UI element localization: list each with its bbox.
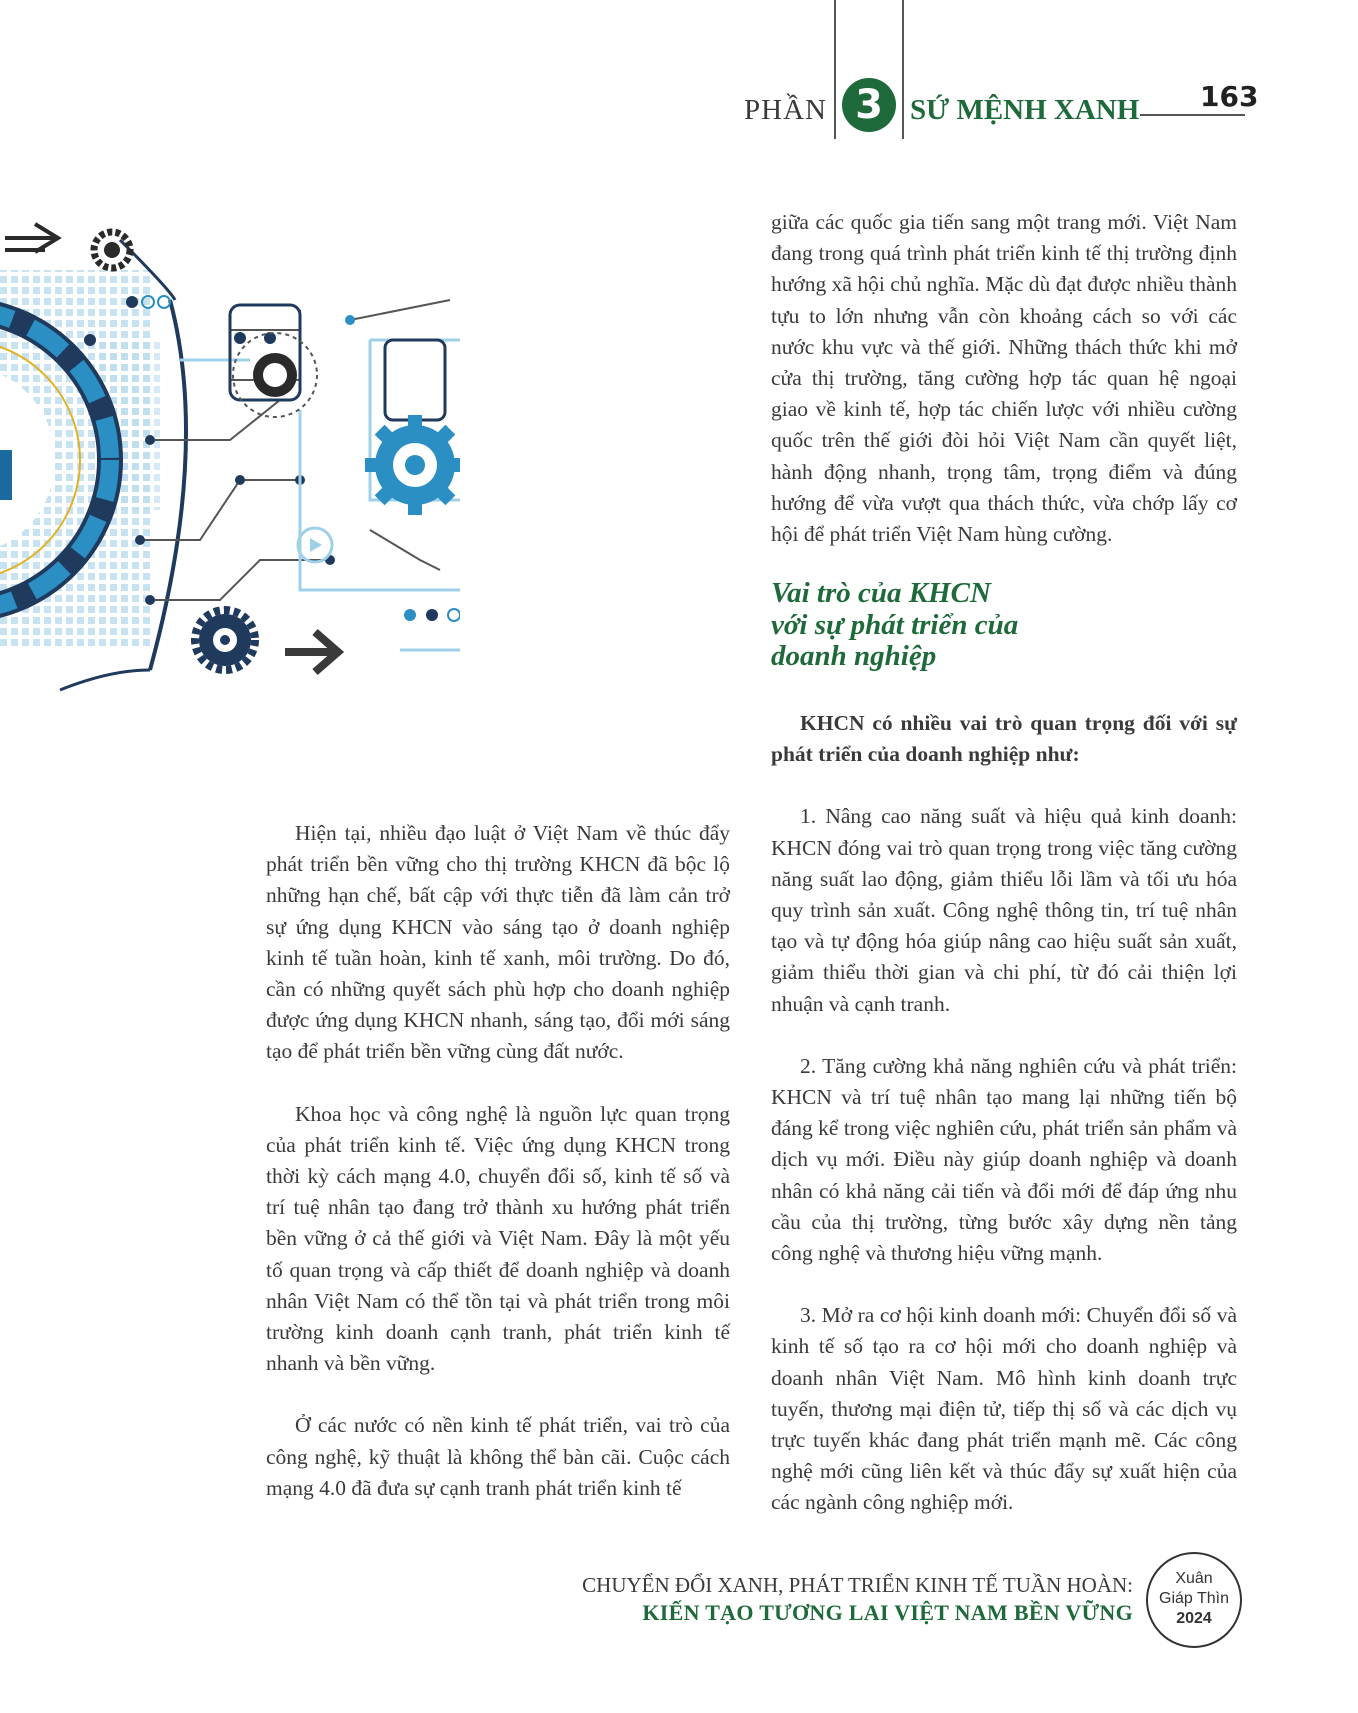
section-heading (771, 578, 1211, 673)
part-number-badge: 3 (842, 78, 896, 132)
section-title: SỨ MỆNH XANH (910, 94, 1140, 126)
edition-badge (1146, 1552, 1242, 1648)
part-label: PHẦN (744, 94, 827, 126)
header-divider-right (902, 0, 904, 139)
arrow-right-icon-bottom (285, 632, 338, 672)
paragraph-2: Khoa học và công nghệ là nguồn lực quan trọng của phát triển kinh tế. Việc ứng dụng KHCN trong thời kỳ cách mạng 4.0, chuyển đổi số, kinh tế số và trí tuệ nhân tạo đang trở thành xu hướng phát triển bền vững ở cả thế giới và Việt Nam. Đây là một yếu tố quan trọng và cấp thiết để doanh nghiệp và doanh nhân Việt Nam có thể tồn tại và phát triển trong môi trường kinh doanh cạnh tranh, phát triển kinh tế nhanh và bền vững. (266, 1101, 730, 1376)
arrow-right-icon (5, 224, 58, 252)
left-column (266, 818, 730, 1504)
badge-line-1: Xuân (1175, 1570, 1213, 1587)
gear-icon-bottom (195, 610, 255, 670)
footer-book-subtitle: KIẾN TẠO TƯƠNG LAI VIỆT NAM BỀN VỮNG (642, 1600, 1133, 1625)
gear-icon-top (94, 232, 130, 268)
paragraph-3: Ở các nước có nền kinh tế phát triển, vai trò của công nghệ, kỹ thuật là không thể bàn cãi. Cuộc cách mạng 4.0 đã đưa sự cạnh tranh phát triển kinh tế (266, 1413, 730, 1500)
footer-book-title: CHUYỂN ĐỔI XANH, PHÁT TRIỂN KINH TẾ TUẦN HOÀN: (582, 1573, 1133, 1597)
technology-circuit-illustration (0, 210, 460, 730)
badge-line-2: Giáp Thìn (1159, 1590, 1229, 1607)
page-number: 163 (1200, 80, 1259, 113)
play-circle-icon (298, 528, 332, 562)
list-item-1: 1. Nâng cao năng suất và hiệu quả kinh doanh: KHCN đóng vai trò quan trọng trong việc tăng cường năng suất lao động, giảm thiểu lỗi lầm và tối ưu hóa quy trình sản xuất. Công nghệ thông tin, trí tuệ nhân tạo và tự động hóa giúp nâng cao hiệu suất sản xuất, giảm thiểu thời gian và chi phí, từ đó cải thiện lợi nhuận và cạnh tranh. (771, 804, 1237, 1016)
lead-paragraph: KHCN có nhiều vai trò quan trọng đối với sự phát triển của doanh nghiệp như: (771, 711, 1237, 767)
list-item-2: 2. Tăng cường khả năng nghiên cứu và phát triển: KHCN và trí tuệ nhân tạo mang lại những tiến bộ đáng kể trong việc nghiên cứu, phát triển sản phẩm và dịch vụ mới. Điều này giúp doanh nghiệp và doanh nhân có khả năng cải tiến và đổi mới để đáp ứng nhu cầu của thị trường, từng bước xây dựng nền tảng công nghệ và thương hiệu vững mạnh. (771, 1053, 1237, 1266)
badge-year: 2024 (1176, 1610, 1212, 1627)
page-number-rule (1140, 114, 1245, 116)
paragraph-1: Hiện tại, nhiều đạo luật ở Việt Nam về thúc đẩy phát triển bền vững cho thị trường KHCN đã bộc lộ những hạn chế, bất cập với thực tiễn đã làm cản trở sự ứng dụng KHCN vào sáng tạo ở doanh nghiệp kinh tế tuần hoàn, kinh tế xanh, môi trường. Do đó, cần có những quyết sách phù hợp cho doanh nghiệp được ứng dụng KHCN nhanh, sáng tạo, đổi mới sáng tạo để phát triển bền vững cùng đất nước. (266, 821, 730, 1064)
header-divider-left (834, 0, 836, 139)
right-column-body (771, 708, 1237, 1519)
paragraph-continuation: giữa các quốc gia tiến sang một trang mới. Việt Nam đang trong quá trình phát triển kinh tế thị trường định hướng xã hội chủ nghĩa. Mặc dù đạt được nhiều thành tựu to lớn nhưng vẫn còn khoảng cách so với các nước khu vực và thế giới. Những thách thức khi mở cửa thị trường, tăng cường hợp tác quan hệ ngoại giao về kinh tế, hợp tác chiến lược với nhiều cường quốc trên thế giới đòi hỏi Việt Nam cần quyết liệt, hành động nhanh, trọng tâm, trọng điểm và đúng hướng để vừa vượt qua thách thức, vừa chớp lấy cơ hội để phát triển Việt Nam hùng cường. (771, 210, 1237, 547)
heading-line-2: với sự phát triển của (771, 608, 1019, 641)
list-item-3: 3. Mở ra cơ hội kinh doanh mới: Chuyển đổi số và kinh tế số tạo ra cơ hội mới cho doanh nghiệp và doanh nhân Việt Nam. Mô hình kinh doanh trực tuyến, thương mại điện tử, tiếp thị số và các dịch vụ trực tuyến khác đang phát triển mạnh mẽ. Các công nghệ mới cũng liên kết và thúc đẩy sự xuất hiện của các ngành công nghiệp mới. (771, 1303, 1237, 1515)
right-column-top (771, 207, 1237, 550)
heading-line-3: doanh nghiệp (771, 640, 937, 672)
heading-line-1: Vai trò của KHCN (771, 577, 991, 609)
